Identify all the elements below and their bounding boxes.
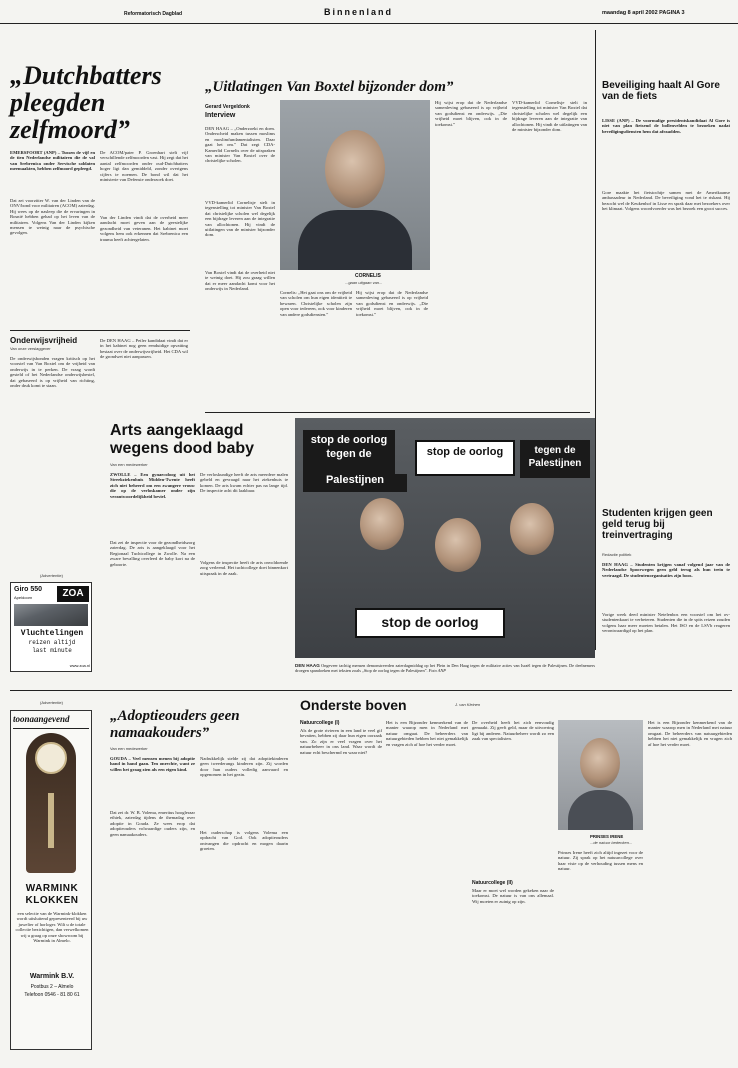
dutch-col3: Van der Linden vindt dat de overheid meer aandacht moet geven aan de geestelijke gezondheid van veteranen. Het kabinet moet volgens hem ook erkennen dat Srebrenica een trauma heeft achtergelaten.: [100, 215, 188, 242]
adoptie-col3: Het ouderschap is volgens Volema een opdracht van God. Ook adoptieouders ontvangen die opdracht en mogen daarin groeien.: [200, 830, 288, 852]
zoa-town: Apeldoorn: [14, 595, 33, 600]
portrait-face: [580, 738, 620, 788]
sign1-line3: Palestijnen: [303, 474, 407, 492]
onderste-col2: Het is een Bijzonder kenmerkend van de manier waarop men in Nederland met natuur omgaat. De beheerders van natuurgebieden hebben het niet gemakkelijk en vragen zich af hoe het verder moet.: [386, 720, 468, 747]
sign3-line1: tegen de: [534, 445, 576, 456]
dutch-col2: De ACOM/pater P. Groenhart stelt vijf verschillende zelfmoorden vast. Hij zegt dat het aantal zelfmoorden onder oud-Dutchbatters hoger ligt dan gemiddeld, zonder overigens cijfers te noemen. De bond wil dat het ministerie van Defensie onderzoek doet.: [100, 150, 188, 183]
protest-caption-place: DEN HAAG: [295, 663, 320, 668]
warmink-body: een selectie van de Warmink-klokken wordt uitsluitend gepresenteerd bij uw juwelier of horloger. Wilt u de totale collectie bezichtigen, dan verwelkomen wij u graag op onze showroom bij Warmink in Almelo.: [15, 911, 89, 944]
zoa-line3: last minute: [32, 647, 72, 654]
sign-stop-oorlog-2: stop de oorlog: [415, 440, 515, 476]
protest-credit: Foto ANP: [428, 668, 446, 674]
sign-stop-oorlog-1: [303, 430, 395, 476]
dutch-headline: „Dutchbatters pleegden zelfmoord”: [10, 61, 162, 144]
adoptie-credit: Van een medewerker: [110, 746, 148, 751]
sign1-line1: stop de oorlog: [310, 434, 388, 446]
studenten-credit: Redactie politiek: [602, 552, 632, 557]
vb-col5: Hij wijst erop dat de Nederlandse samenleving gebaseerd is op vrijheid van godsdienst en onderwijs. „Die vrijheid moet blijven, ook in de toekomst.”: [356, 290, 428, 317]
onderwijs-body2: De DEN HAAG – Peiler kandidaat vindt dat er in het kabinet nog geen eenduidige opvatting bestaat over de onderwijsvrijheid. Het CDA wil de grondwet niet aanpassen.: [100, 338, 188, 360]
cornelis-photo: [280, 100, 430, 270]
vb-headline: „Uitlatingen Van Boxtel bijzonder dom”: [205, 79, 454, 95]
irene-caption: ...de natuur bedenken...: [590, 840, 633, 845]
date-page: maandag 8 april 2002 PAGINA 3: [602, 10, 685, 16]
section-title: Binnenland: [324, 7, 393, 17]
arts-lead: ZWOLLE – Een gynaecoloog uit het Streekziekenhuis Midden-Twente heeft zich niet beheerd om een zwangere vrouw die op de verloskamer onder zijn verantwoordelijkheid beviel.: [110, 472, 195, 499]
irene-caption-name: PRINSES IRENE: [590, 834, 624, 839]
onderste-col5: Prinses Irene heeft zich altijd ingezet voor de natuur. Zij sprak op het natuurcollege over haar visie op de verhouding tussen mens en natuur.: [558, 850, 643, 872]
vb-col4: Cornelis: „Het gaat ons om de vrijheid van scholen om hun eigen identiteit te bewaren. Christelijke scholen zijn open voor iedereen, ook voor kinderen van andere godsdiensten.”: [280, 290, 352, 317]
warmink-company: Warmink B.V.: [29, 973, 75, 980]
studenten-lead: DEN HAAG – Studenten krijgen vanaf volgend jaar van de Nederlandse Spoorwegen geen geld terug als hun trein te vertraagd. De studentenorganisaties zijn boos.: [602, 562, 730, 578]
onderste-byline: J. van Kleinen: [455, 702, 481, 707]
warmink-ad-label: (Advertentie): [40, 700, 63, 705]
portrait-body: [568, 790, 633, 830]
onderwijs-body: De onderwijsbonden vragen kritisch op het voorstel van Van Boxtel om de vrijheid van onderwijs in te perken. De vraag wordt gesteld of het Nederlandse onderwijsbestel, dat gebaseerd is op vrijheid van richting, onder druk komt te staan.: [10, 356, 95, 389]
vb-col3: Van Boxtel vindt dat de overheid niet te weinig doet. Hij zou graag willen dat er meer aandacht komt voor het onderwijs in Nederland.: [205, 270, 275, 292]
studenten-body: Vorige week deed minister Netelenbos een voorstel om het ov-studentenkaart te verbeteren. Studenten die in de spits reizen zouden volgens haar meer moeten betalen. Het ISO en de LSVb reageren verontwaardigd op het plan.: [602, 612, 730, 634]
onderste-sub1: Natuurcollege (I): [300, 720, 340, 726]
protest-photo: [295, 418, 595, 658]
clock-pendulum: [48, 793, 54, 848]
vb-col5b: Hij wijst erop dat de Nederlandse samenleving gebaseerd is op vrijheid van godsdienst en onderwijs. „Die vrijheid moet blijven, ook in de toekomst.”: [435, 100, 507, 127]
zoa-giro: Giro 550: [14, 586, 43, 593]
divider: [10, 330, 190, 331]
sign-tegen-palestijnen: [520, 440, 590, 478]
dutch-col1: Dat zei voorzitter W. van der Linden van de ONV/bond voor militairen (ACOM) zaterdag. Hij wees op de nasleep die de ervaringen in Bosnië hebben gehad op het leven van de militairen. Volgens Van der Linden kijken mensen te weinig naar de psychische gevolgen.: [10, 198, 95, 236]
protest-caption-text: Ongeveer tachtig mensen demonstreerden zaterdagmiddag op het Plein in Den Haag tegen de militaire acties van Israël tegen de Palestijnen. De deelnemers droegen spandoeken met teksten zoals „Stop de oorlog tegen de Palestijnen”.: [295, 663, 595, 674]
sign3-line2: Palestijnen: [528, 458, 582, 469]
clock-image: [26, 733, 76, 873]
arts-col2: De verloskundige heeft de arts meerdere malen gebeld en gevraagd naar het ziekenhuis te komen. De arts kwam echter pas na lange tijd. De inspectie acht dit laakbaar.: [200, 472, 288, 494]
arts-col1: Dat zei de inspectie voor de gezondheidszorg zaterdag. De arts is aangeklaagd voor het Regionaal Tuchtcollege in Zwolle. Na een zware bevalling overleed de baby kort na de geboorte.: [110, 540, 195, 567]
onderste-col3: De overheid heeft het zich eenvoudig gemaakt. Zij geeft geld, maar de uitvoering ligt bij anderen. Natuurbeheer wordt zo een zaak van specialisten.: [472, 720, 554, 742]
zoa-logo: ZOA: [57, 586, 89, 602]
adoptie-col2: Nadrukkelijk stelde zij dat adoptiekinderen geen tweederangs kinderen zijn. Zij worden door hun ouders volledig aanvaard en opgenomen in het gezin.: [200, 756, 288, 778]
onderste-sub2: Natuurcollege (II): [472, 880, 513, 886]
vb-col1: DEN HAAG – „Onderzoekt en doen. Onderscheid maken tussen moslims en moslimfundamentalisten. Daar gaat het om.” Dat zegt CDA-Kamerlid Cornelis over de uitspraken van minister Van Boxtel over de christelijke scholen.: [205, 126, 275, 164]
warmink-name1: WARMINK: [25, 883, 79, 894]
newspaper-name: Reformatorisch Dagblad: [124, 11, 183, 17]
warmink-name2: KLOKKEN: [25, 895, 79, 906]
onderste-col1: Als de grote rivieren in een land te veel gif bevatten, hebben zij daar hun eigen oorzaak van. Zo zijn er veel vragen over het natuurbeheer in ons land. Waar wordt de natuur echt beschermd en waar niet?: [300, 728, 382, 755]
vb-byline: Gerard Vergeldonk: [205, 104, 250, 110]
onderwijs-title: Onderwijsvrijheid: [10, 336, 78, 345]
warmink-address: Postbus 2 – Almelo: [30, 984, 74, 990]
sign-stop-oorlog-3: stop de oorlog: [355, 608, 505, 638]
vb-caption-quote: ...gaan uitgaan van...: [345, 280, 383, 285]
protest-caption: [295, 663, 595, 674]
onderwijs-credit: Van onze verslaggever: [10, 346, 51, 351]
vb-col2: VVD-kamerlid Cornelisje stelt in tegenstelling tot minister Van Boxtel dat christelijke scholen wel degelijk een bijdrage leveren aan de integratie van allochtonen. Hij vindt de uitlatingen van de minister bijzonder dom.: [205, 200, 275, 238]
column-divider: [595, 30, 596, 650]
zoa-photo: [14, 604, 88, 626]
divider: [205, 412, 590, 413]
irene-photo: [558, 720, 643, 830]
adoptie-headline: „Adoptieouders geen namaakouders”: [110, 708, 240, 741]
warmink-phone[interactable]: Telefoon 0546 - 81 80 61: [24, 992, 80, 998]
sign1-line2: tegen de: [326, 448, 372, 460]
ad-label: (Advertentie): [40, 573, 63, 578]
zoa-line1: Vluchtelingen: [20, 629, 84, 638]
portrait-suit: [298, 210, 412, 270]
protester-face-3: [510, 503, 554, 555]
gore-lead: LISSE (ANP) – De voormalige presidentskandidaat Al Gore is niet van plan fietsend de bollenvelden te bezoeken nadat beveiligingsdiensten hem dat afraadden.: [602, 118, 730, 134]
page-header: [0, 0, 738, 24]
onderste-col4: Maar er moet wel worden gekeken naar de toekomst. De natuur is van ons allemaal. Wij moeten er zuinig op zijn.: [472, 888, 554, 904]
divider: [10, 690, 732, 691]
gore-headline: Beveiliging haalt Al Gore van de fiets: [602, 80, 720, 102]
dutch-lead: EMERSFOORT (ANP) – Tussen de vijf en de tien Nederlandse militairen die de val van Srebrenica onder Servische soldaten meemaakten, hebben zelfmoord gepleegd.: [10, 150, 95, 172]
onderste-headline: Onderste boven: [300, 697, 407, 713]
gore-body: Gore maakte het fietstochtje samen met de Amerikaanse ambassadeur in Nederland. De beveiliging vond het te riskant. Hij bezocht wel de Keukenhof in Lisse en sprak daar met bezoekers over het klimaat. Volgens woordvoerder was het bezoek een groot succes.: [602, 190, 730, 212]
warmink-brand: toonaangevend: [13, 714, 70, 724]
protester-face-1: [360, 498, 404, 550]
vb-kind: Interview: [205, 112, 236, 119]
divider: [13, 728, 89, 729]
protester-face-2: [435, 518, 481, 572]
onderste-col6: Het is een Bijzonder kenmerkend van de manier waarop men in Nederland met natuur omgaat. De beheerders van natuurgebieden hebben het niet gemakkelijk en vragen zich af hoe het verder moet.: [648, 720, 732, 747]
arts-credit: Van een medewerker: [110, 462, 148, 467]
arts-col3: Volgens de inspectie heeft de arts onvoldoende zorg verleend. Het tuchtcollege doet binnenkort uitspraak in de zaak.: [200, 560, 288, 576]
vb-col2b: VVD-kamerlid Cornelisje stelt in tegenstelling tot minister Van Boxtel dat christelijke scholen wel degelijk een bijdrage leveren aan de integratie van allochtonen. Hij vindt de uitlatingen van de minister bijzonder dom.: [512, 100, 587, 133]
zoa-line2: reizen altijd: [28, 639, 76, 646]
arts-headline: Arts aangeklaagd wegens dood baby: [110, 422, 255, 457]
warmink-advertisement[interactable]: [10, 710, 92, 1050]
adoptie-col1: Dat zei dr. W. B. Volema, emeritus hoogleraar ethiek, zaterdag tijdens de themadag over adoptie in Gouda. Ze wees erop dat adoptieouders volwaardige ouders zijn, en geen namaakouders.: [110, 810, 195, 837]
adoptie-lead: GOUDA – Veel mensen menen bij adoptie hand in hand gaan. Ten onrechte, want ze willen het graag zien als een eigen kind.: [110, 756, 195, 772]
zoa-web[interactable]: www.zoa.nl: [69, 663, 90, 668]
studenten-headline: Studenten krijgen geen geld terug bij treinvertraging: [602, 508, 713, 541]
vb-caption-name: CORNELIS: [355, 273, 381, 279]
zoa-advertisement[interactable]: [10, 582, 92, 672]
clock-face: [35, 742, 67, 774]
portrait-face: [325, 130, 385, 208]
